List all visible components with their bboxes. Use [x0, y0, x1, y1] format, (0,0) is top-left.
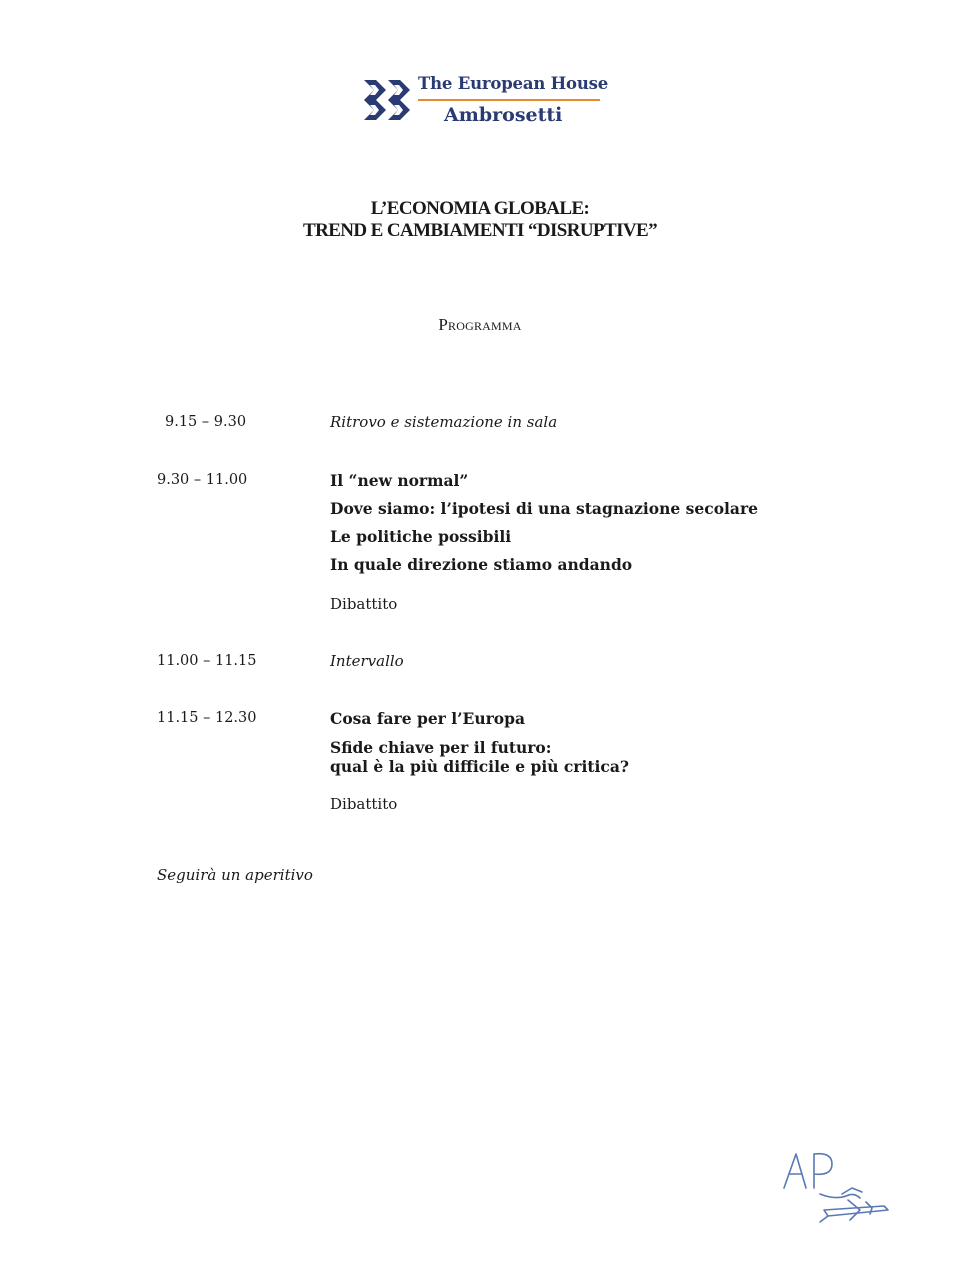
schedule-item: Le politiche possibili: [330, 527, 512, 546]
section-heading: Programma: [438, 315, 522, 334]
logo-mark-icon: [360, 76, 414, 122]
schedule-item: In quale direzione stiamo andando: [330, 555, 633, 574]
schedule-item: Intervallo: [330, 652, 404, 670]
title-line-2: TREND E CAMBIAMENTI “DISRUPTIVE”: [303, 220, 657, 241]
logo-line-1: The European House: [418, 74, 609, 93]
company-logo: [360, 72, 610, 128]
schedule-time: 11.00 – 11.15: [157, 653, 257, 669]
schedule-item: Sfide chiave per il futuro:: [330, 738, 552, 757]
schedule-item: Dibattito: [330, 595, 398, 613]
document-title: [0, 198, 960, 242]
signature-monogram-icon: [780, 1148, 895, 1233]
schedule-item: Il “new normal”: [330, 471, 469, 490]
schedule-time: 9.15 – 9.30: [165, 414, 247, 430]
title-line-1: L’ECONOMIA GLOBALE:: [370, 198, 590, 219]
schedule-item: Dove siamo: l’ipotesi di una stagnazione secolare: [330, 499, 758, 518]
schedule-time: 11.15 – 12.30: [157, 710, 257, 726]
footer-note: Seguirà un aperitivo: [157, 866, 313, 884]
schedule-item: qual è la più difficile e più critica?: [330, 757, 629, 776]
logo-divider: [418, 99, 600, 101]
schedule-item: Cosa fare per l’Europa: [330, 709, 525, 728]
schedule-time: 9.30 – 11.00: [157, 472, 248, 488]
schedule-item: Dibattito: [330, 795, 398, 813]
schedule-item: Ritrovo e sistemazione in sala: [330, 413, 558, 431]
logo-line-2: Ambrosetti: [444, 104, 563, 126]
